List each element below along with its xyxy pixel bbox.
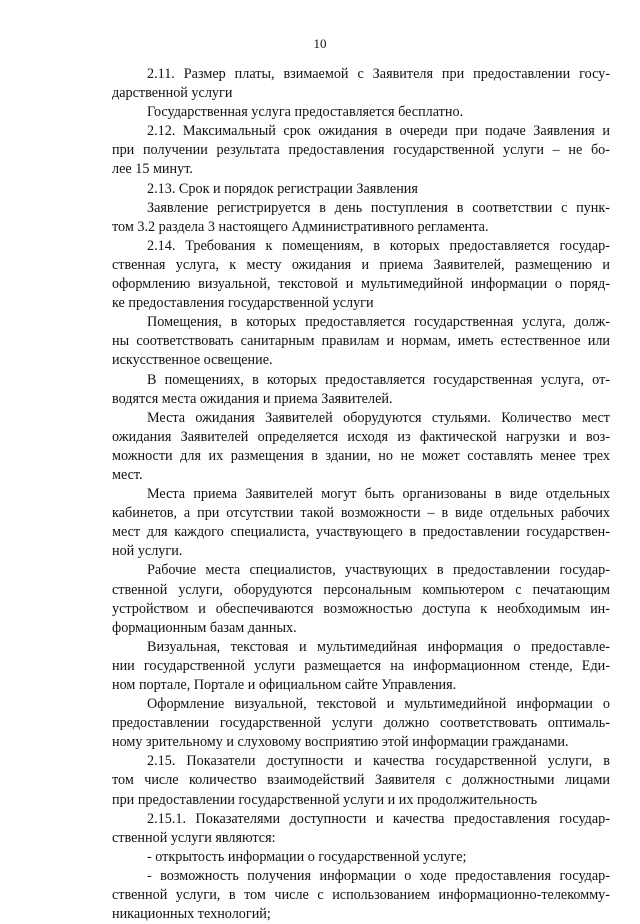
paragraph (112, 180, 610, 199)
text-line: оформлению визуальной, текстовой и мультимедийной информации о поряд- (112, 276, 610, 293)
text-line: ны соответствовать санитарным правилам и нормам, иметь естественное или (112, 333, 610, 350)
text-line: ном портале, Портале и официальном сайте Управления. (112, 677, 457, 693)
text-line: - открытость информации о государственной услуге; (147, 848, 467, 865)
text-line: Оформление визуальной, текстовой и мультимедийной информации о (147, 696, 610, 713)
paragraph (112, 313, 610, 370)
text-line: Места приема Заявителей могут быть организованы в виде отдельных (147, 486, 610, 503)
text-line: 2.14. Требования к помещениям, в которых предоставляется государ- (147, 237, 610, 254)
text-line: В помещениях, в которых предоставляется государственная услуга, от- (147, 371, 610, 388)
text-line: никационных технологий; (112, 906, 271, 923)
text-line: мест для каждого специалиста, участвующего в предоставлении государствен- (112, 524, 610, 541)
paragraph (112, 561, 610, 637)
paragraph (112, 122, 610, 179)
text-line: формационным базам данных. (112, 619, 297, 636)
document-body (112, 65, 610, 924)
text-line: искусственное освещение. (112, 352, 273, 369)
text-line: лее 15 минут. (112, 161, 193, 178)
text-line: нии государственной услуги размещается на информационном стенде, Еди- (112, 657, 610, 674)
paragraph (112, 810, 610, 848)
text-line: Государственная услуга предоставляется бесплатно. (147, 104, 464, 121)
paragraph (112, 848, 610, 867)
text-line: Визуальная, текстовая и мультимедийная информация о предоставле- (147, 638, 610, 655)
page-number: 10 (313, 36, 327, 51)
text-line: при получении результата предоставления государственной услуги – не бо- (112, 142, 610, 159)
paragraph (112, 867, 610, 924)
text-line: Места ожидания Заявителей оборудуются стульями. Количество мест (147, 409, 610, 426)
paragraph (112, 65, 610, 103)
text-line: ной услуги. (112, 543, 183, 560)
text-line: дарственной услуги (112, 85, 233, 102)
paragraph (112, 695, 610, 752)
text-line: мест. (112, 466, 143, 483)
text-line: Рабочие места специалистов, участвующих в предоставлении государ- (147, 562, 610, 579)
paragraph (112, 752, 610, 809)
text-line: 2.12. Максимальный срок ожидания в очереди при подаче Заявления и (147, 123, 610, 140)
text-line: 2.13. Срок и порядок регистрации Заявления (147, 180, 418, 197)
text-line: ственной услуги, оборудуются персональным компьютером с печатающим (112, 581, 610, 598)
text-line: 2.15. Показатели доступности и качества государственной услуги, в (147, 753, 610, 770)
text-line: 2.11. Размер платы, взимаемой с Заявителя при предоставлении госу- (147, 66, 610, 82)
text-line: ственной услуги, в том числе с использованием информационно-телекомму- (112, 887, 610, 904)
text-line: устройством и обеспечиваются возможностью доступа к необходимым ин- (112, 600, 610, 617)
paragraph (112, 638, 610, 695)
text-line: при предоставлении государственной услуги и их продолжительность (112, 791, 538, 808)
text-line: водятся места ожидания и приема Заявителей. (112, 390, 393, 407)
paragraph (112, 409, 610, 485)
text-line: предоставлении государственной услуги должно соответствовать оптималь- (112, 715, 610, 732)
paragraph (112, 199, 610, 237)
text-line: том числе количество взаимодействий Заявителя с должностными лицами (112, 772, 610, 789)
text-line: можности для их размещения в здании, но не может составлять менее трех (112, 447, 610, 464)
text-line: кабинетов, а при отсутствии такой возможности – в виде отдельных рабочих (112, 505, 610, 522)
text-line: ному зрительному и слуховому восприятию этой информации гражданами. (112, 734, 569, 751)
text-line: 2.15.1. Показателями доступности и качества предоставления государ- (147, 810, 610, 827)
paragraph (112, 237, 610, 313)
text-line: - возможность получения информации о ходе предоставления государ- (147, 867, 610, 884)
paragraph (112, 485, 610, 561)
text-line: ственной услуги являются: (112, 829, 276, 846)
text-line: Заявление регистрируется в день поступления в соответствии с пунк- (147, 199, 610, 216)
text-line: ожидания Заявителей определяется исходя из фактической нагрузки и воз- (112, 428, 610, 445)
text-line: том 3.2 раздела 3 настоящего Административного регламента. (112, 218, 489, 235)
paragraph (112, 103, 610, 122)
text-line: ственная услуга, к месту ожидания и приема Заявителей, размещению и (112, 256, 610, 273)
text-line: Помещения, в которых предоставляется государственная услуга, долж- (147, 314, 610, 331)
paragraph (112, 371, 610, 409)
text-line: ке предоставления государственной услуги (112, 295, 374, 312)
